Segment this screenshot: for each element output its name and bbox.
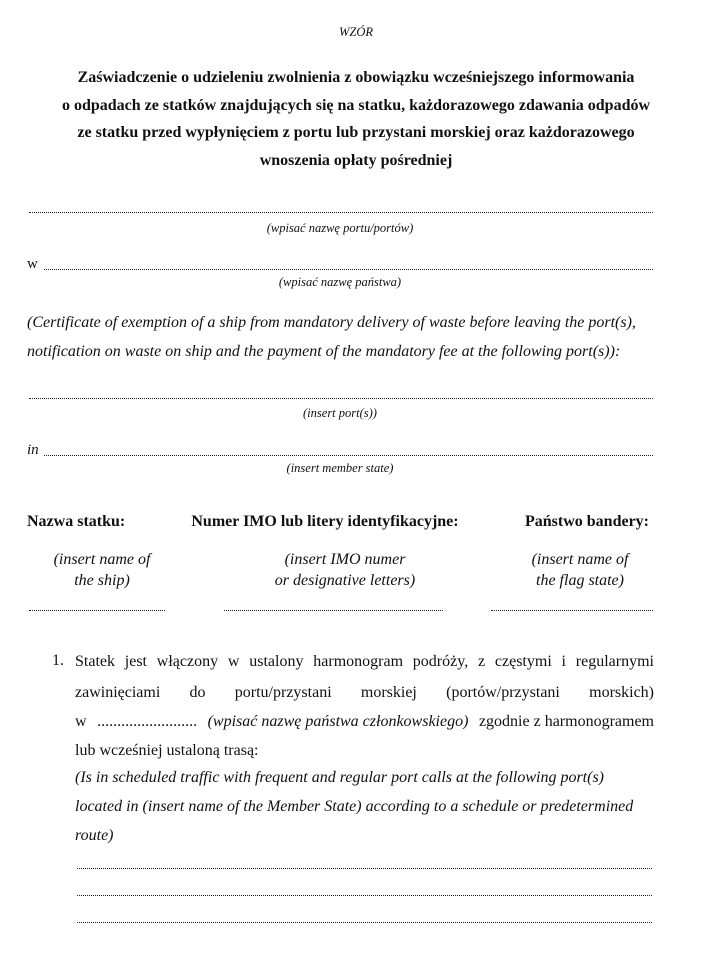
english-intro-line-2: notification on waste on ship and the payment of the mandatory fee at the following port(s)): <box>27 343 621 360</box>
insert-port-caption: (insert port(s)) <box>303 406 377 420</box>
template-label: WZÓR <box>338 25 374 39</box>
item-1-english-line-1: (Is in scheduled traffic with frequent and regular port calls at the following port(s) <box>75 769 604 786</box>
member-state-inline-field[interactable]: ......................... <box>97 713 198 730</box>
member-state-field[interactable] <box>44 455 653 456</box>
ship-name-header: Nazwa statku: <box>27 513 126 530</box>
flag-state-hint: (insert name of the flag state) <box>531 551 629 589</box>
item-1-line-3: w ......................... (wpisać nazwę państwa członkowskiego) zgodnie z harmonogramem <box>75 708 654 736</box>
insert-port-field[interactable] <box>29 398 653 399</box>
item-1-port-field[interactable] <box>77 895 652 896</box>
item-1-english-line-3: route) <box>75 827 114 844</box>
english-intro-line-1: (Certificate of exemption of a ship from mandatory delivery of waste before leaving the port(s), <box>27 314 636 331</box>
flag-state-field[interactable] <box>491 610 653 611</box>
imo-number-header: Numer IMO lub litery identyfikacyjne: <box>191 513 459 530</box>
title-line: ze statku przed wypłynięciem z portu lub przystani morskiej oraz każdorazowego <box>77 124 635 141</box>
member-state-caption: (insert member state) <box>286 461 394 475</box>
imo-number-hint: (insert IMO numer or designative letters) <box>274 551 416 589</box>
flag-state-header: Państwo bandery: <box>525 513 650 530</box>
item-1-port-field[interactable] <box>77 868 652 869</box>
item-1-line-4: lub wcześniej ustaloną trasą: <box>75 742 259 759</box>
country-name-caption: (wpisać nazwę państwa) <box>278 275 402 289</box>
item-1-number: 1. <box>52 652 64 669</box>
document-title <box>0 64 712 174</box>
item-1-line-1: Statek jest włączony w ustalony harmonogram podróży, z częstymi i regularnymi <box>75 653 654 670</box>
title-line: wnoszenia opłaty pośredniej <box>259 151 453 169</box>
item-1-line-2: zawinięciami do portu/przystani morskiej (portów/przystani morskich) <box>75 684 654 701</box>
w-prefix: w <box>27 256 38 272</box>
title-line: Zaświadczenie o udzieleniu zwolnienia z obowiązku wcześniejszego informowania <box>77 69 635 86</box>
country-name-field[interactable] <box>44 269 653 270</box>
item-1-english-line-2: located in (insert name of the Member State) according to a schedule or predetermined <box>75 798 634 815</box>
port-name-field[interactable] <box>29 212 653 213</box>
port-name-caption: (wpisać nazwę portu/portów) <box>266 221 414 235</box>
item-1-port-field[interactable] <box>77 922 652 923</box>
imo-number-field[interactable] <box>224 610 443 611</box>
ship-name-field[interactable] <box>29 610 165 611</box>
ship-name-hint: (insert name of the ship) <box>53 551 151 589</box>
title-line: o odpadach ze statków znajdujących się na statku, każdorazowego zdawania odpadów <box>61 96 651 114</box>
in-prefix: in <box>27 442 39 458</box>
